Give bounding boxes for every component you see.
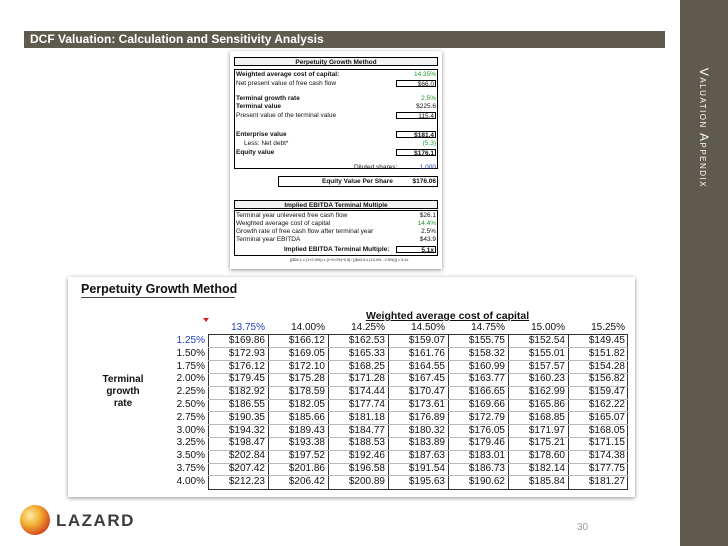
ebitda-header: Implied EBITDA Terminal Multiple <box>234 200 438 209</box>
wacc-column-header: 13.75% <box>231 322 265 333</box>
sensitivity-cell: $163.77 <box>468 373 505 385</box>
sensitivity-cell: $151.82 <box>588 347 625 359</box>
sensitivity-cell: $161.76 <box>408 347 445 359</box>
sensitivity-cell: $165.33 <box>348 347 385 359</box>
ebitda-row <box>234 228 438 236</box>
calc-row <box>234 95 438 103</box>
sensitivity-cell: $182.92 <box>228 386 265 398</box>
slide-banner-title: DCF Valuation: Calculation and Sensitivity Analysis <box>24 31 665 48</box>
sensitivity-cell: $160.23 <box>528 373 565 385</box>
growth-row-label: 2.00% <box>176 373 205 385</box>
sensitivity-cell: $181.18 <box>348 411 385 423</box>
sensitivity-cell: $169.05 <box>288 347 325 359</box>
sensitivity-cell: $185.66 <box>288 411 325 423</box>
growth-row-label: 2.25% <box>176 386 205 398</box>
sensitivity-cell: $174.44 <box>348 386 385 398</box>
sensitivity-cell: $179.45 <box>228 373 265 385</box>
dcf-calculation-panel <box>230 51 442 269</box>
sensitivity-cell: $162.53 <box>348 335 385 346</box>
ebitda-row <box>234 236 438 244</box>
wacc-column-header: 14.00% <box>291 322 325 333</box>
logo-text: LAZARD <box>56 511 135 530</box>
calc-row-value: $225.6 <box>416 103 436 110</box>
sensitivity-cell: $171.15 <box>588 437 625 449</box>
sensitivity-cell: $158.32 <box>468 347 505 359</box>
sensitivity-cell: $197.52 <box>288 450 325 462</box>
growth-row-label: 3.75% <box>176 463 205 474</box>
sensitivity-cell: $190.62 <box>468 475 505 487</box>
growth-row-label: 1.25% <box>176 335 205 346</box>
sensitivity-title-underline <box>81 297 235 298</box>
calc-row <box>234 140 438 148</box>
calc-row <box>234 80 438 88</box>
ebitda-row-label: Growth rate of free cash flow after terminal year <box>236 228 374 235</box>
logo-emblem-icon <box>20 505 50 535</box>
sensitivity-cell: $159.07 <box>408 335 445 346</box>
calc-row-label: Present value of the terminal value <box>236 112 337 119</box>
growth-rate-label <box>98 374 148 410</box>
ebitda-row-value: $43.9 <box>419 236 436 243</box>
wacc-column-header: 14.25% <box>351 322 385 333</box>
diluted-shares-value: 1.000 <box>419 164 436 171</box>
sensitivity-cell: $176.12 <box>228 360 265 372</box>
calc-row-label: Net present value of free cash flow <box>236 80 337 87</box>
sensitivity-cell: $185.84 <box>528 475 565 487</box>
sensitivity-cell: $196.58 <box>348 463 385 474</box>
ebitda-row-value: 2.5% <box>421 228 436 235</box>
calc-row <box>234 149 438 157</box>
sensitivity-cell: $154.28 <box>588 360 625 372</box>
sensitivity-cell: $194.32 <box>228 424 265 436</box>
equity-per-share-label: Equity Value Per Share <box>322 178 393 185</box>
growth-row-label: 4.00% <box>176 475 205 487</box>
ebitda-row <box>234 220 438 228</box>
sensitivity-cell: $181.27 <box>588 475 625 487</box>
sensitivity-cell: $187.63 <box>408 450 445 462</box>
ebitda-row-value: $26.1 <box>419 212 436 219</box>
calc-row-value: 14.35% <box>413 71 436 78</box>
calc-row-value: (5.3) <box>422 140 436 147</box>
sensitivity-cell: $169.66 <box>468 399 505 410</box>
page-number: 30 <box>577 522 589 533</box>
sensitivity-cell: $195.63 <box>408 475 445 487</box>
sensitivity-cell: $175.21 <box>528 437 565 449</box>
calc-row-label: Equity value <box>236 149 275 156</box>
sensitivity-cell: $212.23 <box>228 475 265 487</box>
sensitivity-cell: $160.99 <box>468 360 505 372</box>
ebitda-multiple-row <box>234 246 438 254</box>
sensitivity-cell: $177.75 <box>588 463 625 474</box>
growth-row-label: 2.50% <box>176 399 205 410</box>
calc-row <box>234 112 438 120</box>
calc-header: Perpetuity Growth Method <box>234 57 438 66</box>
sensitivity-cell: $191.54 <box>408 463 445 474</box>
sensitivity-cell: $207.42 <box>228 463 265 474</box>
calc-row-label: Terminal value <box>236 103 282 110</box>
ebitda-row-label: Terminal year EBITDA <box>236 236 301 243</box>
ebitda-multiple-label: Implied EBITDA Terminal Multiple: <box>284 246 390 253</box>
calc-row <box>234 103 438 111</box>
sensitivity-cell: $182.14 <box>528 463 565 474</box>
sensitivity-cell: $192.46 <box>348 450 385 462</box>
sensitivity-cell: $156.82 <box>588 373 625 385</box>
equity-per-share-value: $176.06 <box>412 178 436 185</box>
sensitivity-cell: $155.75 <box>468 335 505 346</box>
sensitivity-cell: $179.46 <box>468 437 505 449</box>
sensitivity-cell: $168.05 <box>588 424 625 436</box>
growth-row-label: 2.75% <box>176 411 205 423</box>
wacc-column-header: 15.00% <box>531 322 565 333</box>
growth-row-label: 1.50% <box>176 347 205 359</box>
wacc-column-header: 15.25% <box>591 322 625 333</box>
sensitivity-cell: $183.01 <box>468 450 505 462</box>
sensitivity-cell: $186.73 <box>468 463 505 474</box>
diluted-shares-row <box>234 164 438 172</box>
sensitivity-cell: $176.05 <box>468 424 505 436</box>
sensitivity-cell: $202.84 <box>228 450 265 462</box>
sensitivity-cell: $157.57 <box>528 360 565 372</box>
side-title: Valuation Appendix <box>697 67 711 189</box>
lazard-logo <box>16 502 136 540</box>
sensitivity-cell: $171.28 <box>348 373 385 385</box>
sensitivity-cell: $184.77 <box>348 424 385 436</box>
sensitivity-cell: $164.55 <box>408 360 445 372</box>
sensitivity-cell: $149.45 <box>588 335 625 346</box>
calc-row-value: 115.4 <box>396 112 436 119</box>
sensitivity-cell: $186.55 <box>228 399 265 410</box>
growth-rate-label-line: growth <box>106 386 140 397</box>
calc-row-label: Enterprise value <box>236 131 287 138</box>
sensitivity-cell: $178.60 <box>528 450 565 462</box>
sensitivity-cell: $162.22 <box>588 399 625 410</box>
calc-row-label: Terminal growth rate <box>236 95 300 102</box>
sensitivity-cell: $173.61 <box>408 399 445 410</box>
sensitivity-cell: $189.43 <box>288 424 325 436</box>
growth-rate-label-line: rate <box>113 398 133 409</box>
sensitivity-cell: $172.79 <box>468 411 505 423</box>
sensitivity-cell: $201.86 <box>288 463 325 474</box>
sensitivity-cell: $206.42 <box>288 475 325 487</box>
sensitivity-cell: $198.47 <box>228 437 265 449</box>
sensitivity-cell: $168.85 <box>528 411 565 423</box>
calc-row <box>234 71 438 79</box>
sensitivity-cell: $180.32 <box>408 424 445 436</box>
sensitivity-cell: $188.53 <box>348 437 385 449</box>
sensitivity-cell: $172.10 <box>288 360 325 372</box>
ebitda-row <box>234 212 438 220</box>
sensitivity-title: Perpetuity Growth Method <box>81 282 238 296</box>
sensitivity-cell: $174.38 <box>588 450 625 462</box>
growth-row-label: 3.00% <box>176 424 205 436</box>
sensitivity-cell: $200.89 <box>348 475 385 487</box>
sensitivity-cell: $167.45 <box>408 373 445 385</box>
red-marker <box>203 318 209 322</box>
sensitivity-cell: $172.93 <box>228 347 265 359</box>
sensitivity-cell: $175.28 <box>288 373 325 385</box>
sensitivity-cell: $182.05 <box>288 399 325 410</box>
diluted-shares-label: Diluted shares: <box>354 164 398 171</box>
calc-row-value: $181.4 <box>396 131 436 138</box>
ebitda-multiple-value: 5.1x <box>396 246 436 253</box>
sensitivity-cell: $170.47 <box>408 386 445 398</box>
sensitivity-cell: $168.25 <box>348 360 385 372</box>
calc-row-value: 2.5% <box>421 95 436 102</box>
growth-row-label: 1.75% <box>176 360 205 372</box>
calc-row-label: Less: Net debt* <box>244 140 289 147</box>
sensitivity-panel <box>68 277 635 497</box>
ebitda-row-value: 14.4% <box>417 220 436 227</box>
sensitivity-cell: $155.01 <box>528 347 565 359</box>
calc-row-label: Weighted average cost of capital: <box>236 71 340 78</box>
sensitivity-cell: $176.89 <box>408 411 445 423</box>
sensitivity-cell: $190.35 <box>228 411 265 423</box>
growth-rate-label-line: Terminal <box>102 374 144 385</box>
growth-row-label: 3.50% <box>176 450 205 462</box>
sensitivity-cell: $166.12 <box>288 335 325 346</box>
sensitivity-cell: $169.86 <box>228 335 265 346</box>
sensitivity-cell: $165.07 <box>588 411 625 423</box>
sensitivity-cell: $171.97 <box>528 424 565 436</box>
sensitivity-cell: $159.47 <box>588 386 625 398</box>
equity-per-share-row <box>234 178 438 186</box>
sensitivity-cell: $162.99 <box>528 386 565 398</box>
sensitivity-cell: $183.89 <box>408 437 445 449</box>
wacc-header: Weighted average cost of capital <box>366 310 530 322</box>
ebitda-row-label: Terminal year unlevered free cash flow <box>236 212 348 219</box>
sensitivity-cell: $152.54 <box>528 335 565 346</box>
wacc-column-header: 14.75% <box>471 322 505 333</box>
calc-row-value: $66.0 <box>396 80 436 87</box>
ebitda-row-label: Weighted average cost of capital <box>236 220 331 227</box>
ebitda-formula: [($26.1 x (1+2.5%)) x (1+0.0%)^0.5] / [($43.9 x (14.4% - 2.5%))] = 5.1x <box>290 258 409 262</box>
sensitivity-cell: $166.65 <box>468 386 505 398</box>
sensitivity-cell: $178.59 <box>288 386 325 398</box>
calc-row <box>234 131 438 139</box>
sensitivity-cell: $165.86 <box>528 399 565 410</box>
sensitivity-cell: $193.38 <box>288 437 325 449</box>
wacc-column-header: 14.50% <box>411 322 445 333</box>
sensitivity-cell: $177.74 <box>348 399 385 410</box>
growth-row-label: 3.25% <box>176 437 205 449</box>
calc-row-value: $176.1 <box>396 149 436 156</box>
